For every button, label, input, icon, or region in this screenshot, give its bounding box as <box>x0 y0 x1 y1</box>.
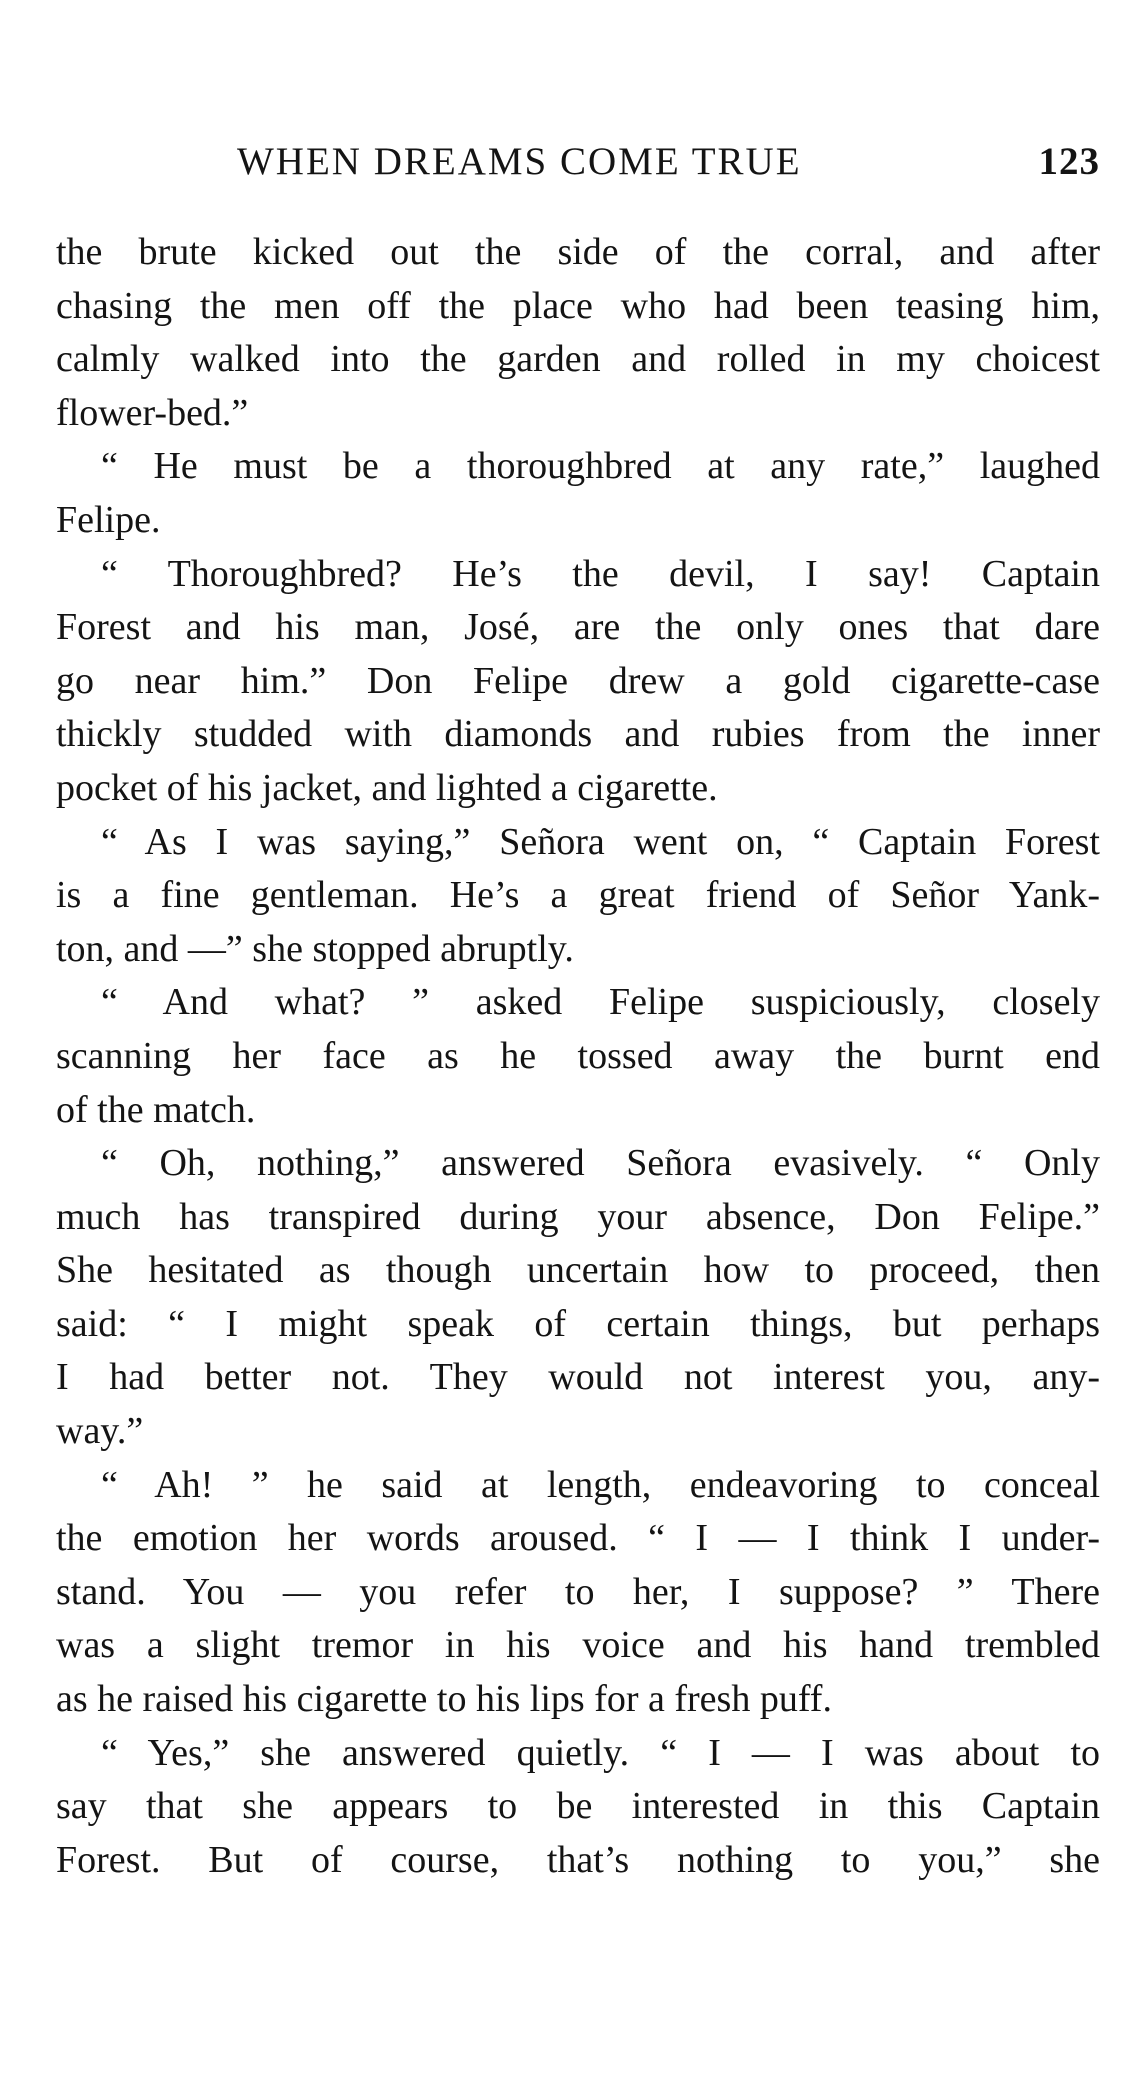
running-title: WHEN DREAMS COME TRUE <box>237 140 802 183</box>
text-line: pocket of his jacket, and lighted a cigarette. <box>56 766 718 809</box>
text-line: scanning her face as he tossed away the burnt end <box>56 1034 1100 1077</box>
text-line: much has transpired during your absence, Don Felipe.” <box>56 1195 1100 1238</box>
text-line: said: “ I might speak of certain things, but perhaps <box>56 1302 1100 1345</box>
text-line: of the match. <box>56 1088 256 1131</box>
text-line: the emotion her words aroused. “ I — I think I under- <box>56 1517 1100 1560</box>
text-line: thickly studded with diamonds and rubies from the inner <box>56 713 1100 756</box>
text-line: chasing the men off the place who had been teasing him, <box>56 284 1100 327</box>
text-line: was a slight tremor in his voice and his hand trembled <box>56 1624 1100 1667</box>
text-line: is a fine gentleman. He’s a great friend of Señor Yank- <box>56 874 1100 917</box>
text-line: the brute kicked out the side of the corral, and after <box>56 231 1100 273</box>
text-line: “ As I was saying,” Señora went on, “ Captain Forest <box>101 820 1100 863</box>
running-header <box>56 136 1100 188</box>
page-number: 123 <box>1038 140 1100 183</box>
text-line: as he raised his cigarette to his lips for a fresh puff. <box>56 1678 832 1721</box>
text-line: say that she appears to be interested in this Captain <box>56 1785 1100 1828</box>
text-line: I had better not. They would not interest you, any- <box>56 1356 1100 1399</box>
text-line: flower-bed.” <box>56 391 249 434</box>
text-line: “ And what? ” asked Felipe suspiciously, closely <box>101 981 1100 1024</box>
text-line: calmly walked into the garden and rolled in my choicest <box>56 338 1100 381</box>
text-line: She hesitated as though uncertain how to proceed, then <box>56 1249 1100 1292</box>
text-line: way.” <box>56 1410 144 1453</box>
text-line: “ Yes,” she answered quietly. “ I — I was about to <box>101 1731 1100 1774</box>
text-line: “ Oh, nothing,” answered Señora evasively. “ Only <box>101 1142 1100 1185</box>
body-text <box>56 226 1100 1887</box>
text-line: Forest. But of course, that’s nothing to you,” she <box>56 1838 1100 1881</box>
text-line: stand. You — you refer to her, I suppose? ” There <box>56 1570 1100 1613</box>
text-line: ton, and —” she stopped abruptly. <box>56 927 574 970</box>
text-line: Forest and his man, José, are the only ones that dare <box>56 606 1100 649</box>
text-line: “ Ah! ” he said at length, endeavoring to conceal <box>101 1463 1100 1506</box>
text-line: “ Thoroughbred? He’s the devil, I say! Captain <box>101 552 1100 595</box>
text-line: go near him.” Don Felipe drew a gold cigarette-case <box>56 659 1100 702</box>
text-line: Felipe. <box>56 498 161 541</box>
text-line: “ He must be a thoroughbred at any rate,” laughed <box>101 445 1100 488</box>
